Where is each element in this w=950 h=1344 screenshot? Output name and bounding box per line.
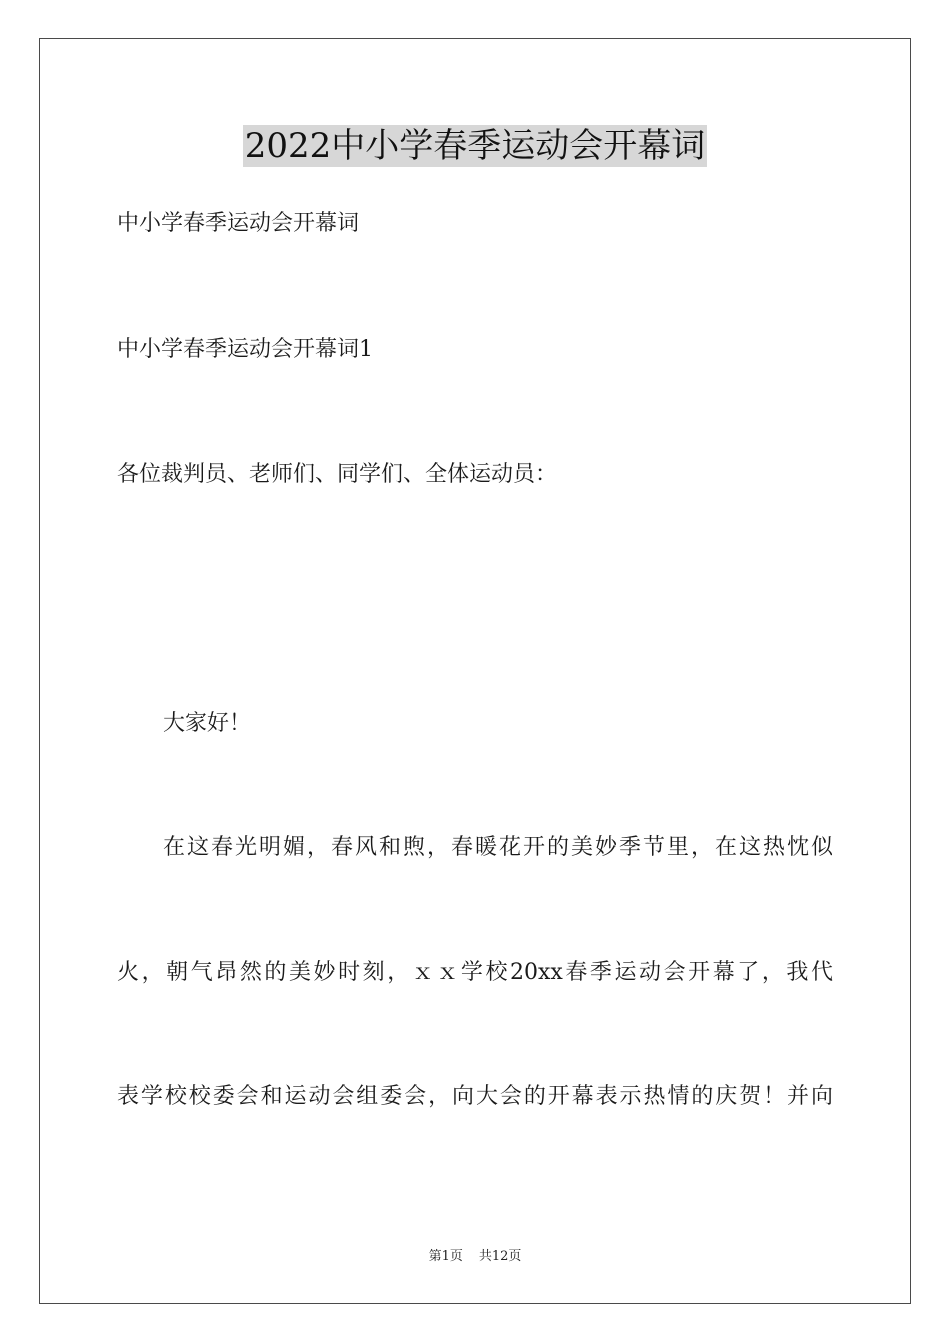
- page-footer: [0, 1248, 950, 1266]
- paragraph-body-line-3: 表学校校委会和运动会组委会，向大会的开幕表示热情的庆贺！并向: [117, 1084, 833, 1109]
- paragraph-body-line-1: 在这春光明媚，春风和煦，春暖花开的美妙季节里，在这热忱似: [163, 835, 833, 860]
- page-number: 第1页: [428, 1249, 463, 1264]
- page-total: 共12页: [478, 1249, 522, 1264]
- paragraph-subtitle: 中小学春季运动会开幕词: [117, 211, 360, 236]
- document-title: 2022中小学春季运动会开幕词: [244, 126, 706, 166]
- paragraph-section-heading: 中小学春季运动会开幕词1: [117, 337, 373, 362]
- title-container: [0, 125, 950, 167]
- paragraph-salutation: 各位裁判员、老师们、同学们、全体运动员：: [117, 462, 558, 487]
- paragraph-greeting: 大家好！: [163, 711, 252, 736]
- paragraph-body-line-2: 火，朝气昂然的美妙时刻，ｘｘ学校20xx春季运动会开幕了，我代: [117, 960, 833, 985]
